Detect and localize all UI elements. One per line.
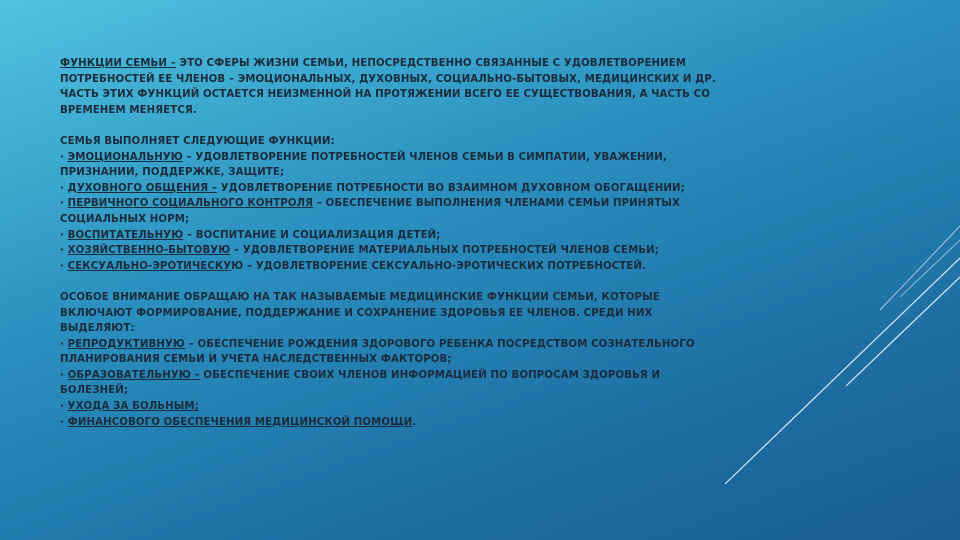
decor-line-3 [880, 226, 960, 310]
medical-heading: ОСОБОЕ ВНИМАНИЕ ОБРАЩАЮ НА ТАК НАЗЫВАЕМЫЕ МЕДИЦИНСКИЕ ФУНКЦИИ СЕМЬИ, КОТОРЫЕ ВКЛЮЧАЮТ ФОРМИРОВАНИЕ, ПОДДЕРЖАНИЕ И СОХРАНЕНИЕ ЗДОРОВЬЯ ЕЕ ЧЛЕНОВ. СРЕДИ НИХ ВЫДЕЛЯЮТ: [60, 291, 660, 335]
functions-section [60, 134, 730, 274]
function-item: · ВОСПИТАТЕЛЬНУЮ – ВОСПИТАНИЕ И СОЦИАЛИЗАЦИЯ ДЕТЕЙ; [60, 229, 441, 241]
intro-paragraph [60, 56, 730, 118]
intro-term: ФУНКЦИИ СЕМЬИ – [60, 58, 176, 69]
medical-item: · УХОДА ЗА БОЛЬНЫМ; [60, 401, 199, 413]
medical-term: ОБРАЗОВАТЕЛЬНУЮ – [67, 369, 200, 381]
medical-item: · РЕПРОДУКТИВНУЮ – ОБЕСПЕЧЕНИЕ РОЖДЕНИЯ ЗДОРОВОГО РЕБЕНКА ПОСРЕДСТВОМ СОЗНАТЕЛЬНОГО ПЛАНИРОВАНИЯ СЕМЬИ И УЧЕТА НАСЛЕДСТВЕННЫХ ФАКТОРОВ; [60, 338, 695, 366]
function-term: ХОЗЯЙСТВЕННО-БЫТОВУЮ [67, 245, 231, 257]
function-item: · ДУХОВНОГО ОБЩЕНИЯ – УДОВЛЕТВОРЕНИЕ ПОТРЕБНОСТИ ВО ВЗАИМНОМ ДУХОВНОМ ОБОГАЩЕНИИ; [60, 182, 685, 194]
function-item: · ПЕРВИЧНОГО СОЦИАЛЬНОГО КОНТРОЛЯ – ОБЕСПЕЧЕНИЕ ВЫПОЛНЕНИЯ ЧЛЕНАМИ СЕМЬИ ПРИНЯТЫХ СОЦИАЛЬНЫХ НОРМ; [60, 198, 681, 225]
function-term: ПЕРВИЧНОГО СОЦИАЛЬНОГО КОНТРОЛЯ [67, 198, 314, 210]
slide-body [60, 56, 730, 446]
function-term: СЕКСУАЛЬНО-ЭРОТИЧЕСКУ [67, 260, 232, 272]
decor-line-4 [900, 240, 960, 297]
medical-item: · ФИНАНСОВОГО ОБЕСПЕЧЕНИЯ МЕДИЦИНСКОЙ ПОМОЩИ. [60, 416, 417, 428]
function-term: ЭМОЦИОНАЛЬНУЮ [67, 151, 183, 163]
medical-term: УХОДА ЗА БОЛЬНЫМ; [67, 401, 199, 413]
medical-term: РЕПРОДУКТИВНУЮ [67, 338, 185, 350]
medical-section [60, 290, 730, 430]
decor-line-1 [725, 258, 960, 484]
decor-line-2 [846, 277, 960, 386]
function-item: · ХОЗЯЙСТВЕННО-БЫТОВУЮ – УДОВЛЕТВОРЕНИЕ МАТЕРИАЛЬНЫХ ПОТРЕБНОСТЕЙ ЧЛЕНОВ СЕМЬИ; [60, 245, 659, 257]
intro-text: ЭТО СФЕРЫ ЖИЗНИ СЕМЬИ, НЕПОСРЕДСТВЕННО СВЯЗАННЫЕ С УДОВЛЕТВОРЕНИЕМ ПОТРЕБНОСТЕЙ ЕЕ ЧЛЕНОВ – ЭМОЦИОНАЛЬНЫХ, ДУХОВНЫХ, СОЦИАЛЬНО-БЫТОВЫХ, МЕДИЦИНСКИХ И ДР. ЧАСТЬ ЭТИХ ФУНКЦИЙ ОСТАЕТСЯ НЕИЗМЕННОЙ НА ПРОТЯЖЕНИИ ВСЕГО ЕЕ СУЩЕСТВОВАНИЯ, А ЧАСТЬ СО ВРЕМЕНЕМ МЕНЯЕТСЯ. [60, 58, 716, 116]
function-item: · СЕКСУАЛЬНО-ЭРОТИЧЕСКУЮ – УДОВЛЕТВОРЕНИЕ СЕКСУАЛЬНО-ЭРОТИЧЕСКИХ ПОТРЕБНОСТЕЙ. [60, 260, 646, 272]
function-term: ВОСПИТАТЕЛЬНУЮ [67, 229, 184, 241]
function-item: · ЭМОЦИОНАЛЬНУЮ – УДОВЛЕТВОРЕНИЕ ПОТРЕБНОСТЕЙ ЧЛЕНОВ СЕМЬИ В СИМПАТИИ, УВАЖЕНИИ, ПРИЗНАНИИ, ПОДДЕРЖКЕ, ЗАЩИТЕ; [60, 151, 667, 179]
functions-heading: СЕМЬЯ ВЫПОЛНЯЕТ СЛЕДУЮЩИЕ ФУНКЦИИ: [60, 135, 335, 147]
function-term: ДУХОВНОГО ОБЩЕНИЯ – [67, 182, 218, 194]
medical-item: · ОБРАЗОВАТЕЛЬНУЮ – ОБЕСПЕЧЕНИЕ СВОИХ ЧЛЕНОВ ИНФОРМАЦИЕЙ ПО ВОПРОСАМ ЗДОРОВЬЯ И БОЛЕЗНЕЙ; [60, 369, 661, 397]
medical-term: ФИНАНСОВОГО ОБЕСПЕЧЕНИЯ МЕДИЦИНСКОЙ ПОМОЩИ [67, 416, 413, 428]
